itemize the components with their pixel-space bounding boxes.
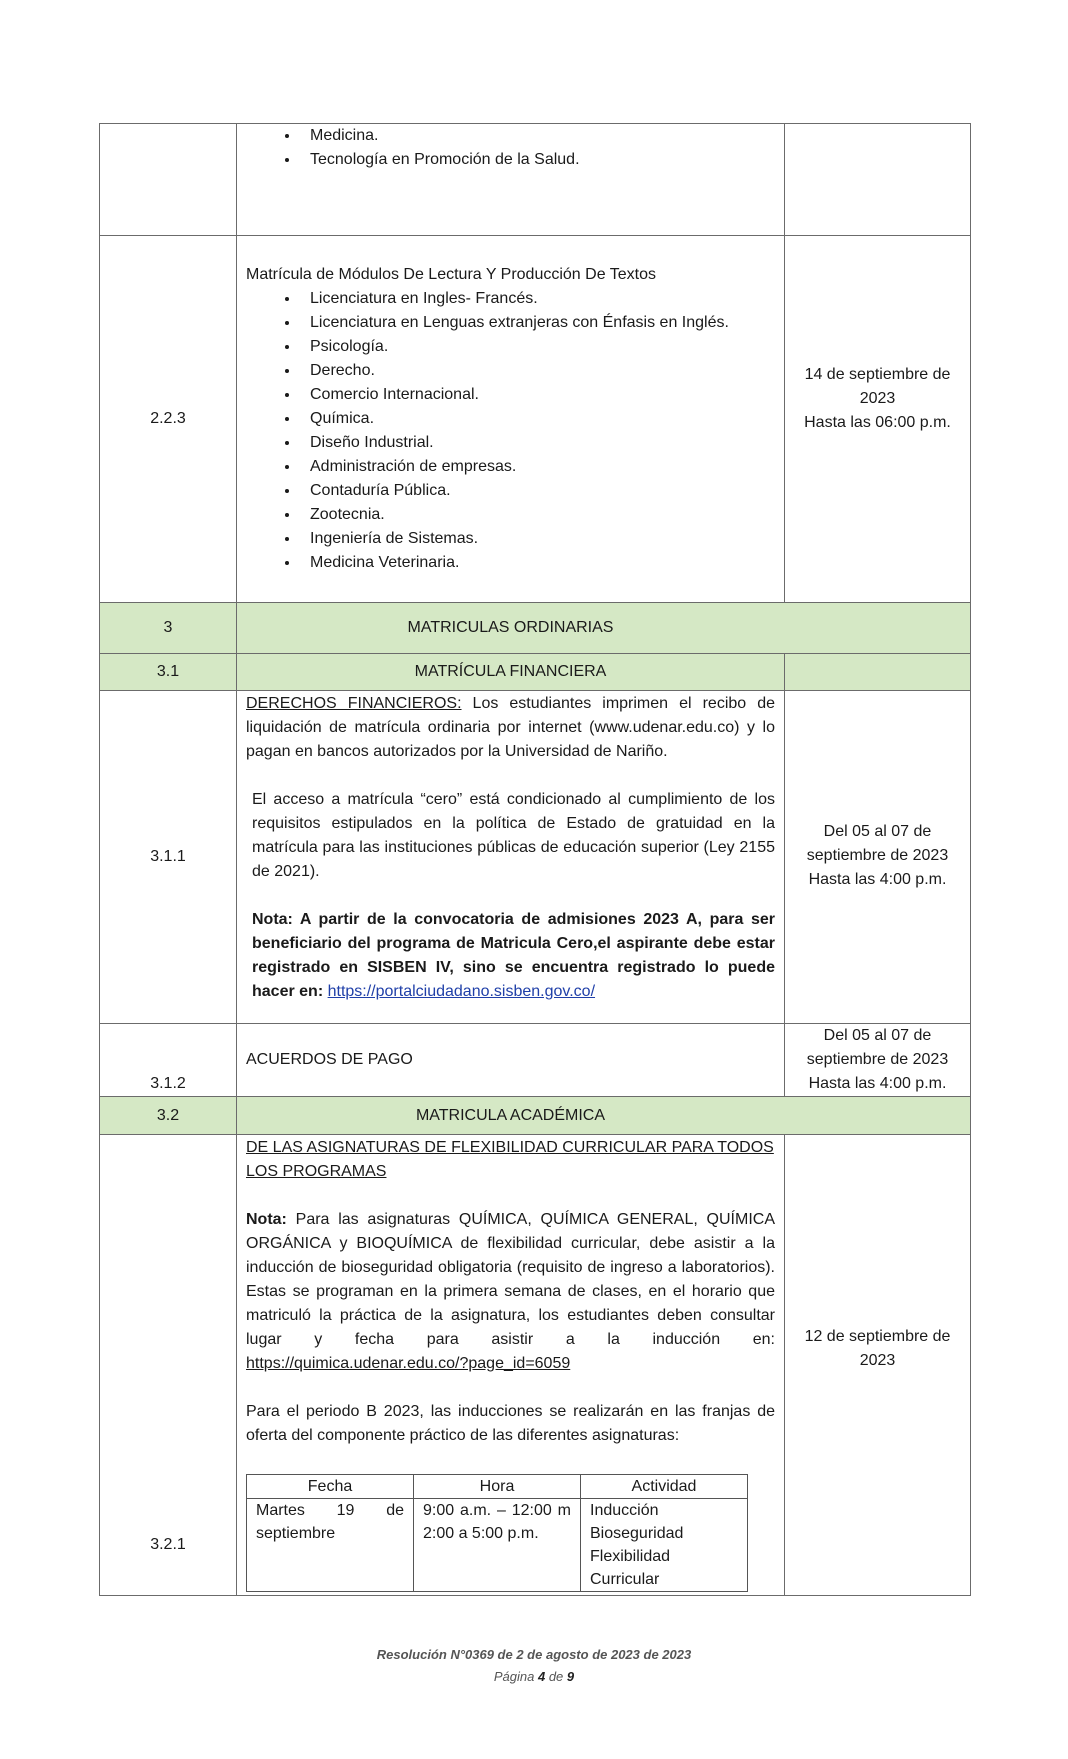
time-line: Hasta las 4:00 p.m.	[808, 1075, 947, 1092]
list-item: • Diseño Industrial.	[300, 431, 784, 455]
column-header-activity: Actividad	[581, 1475, 748, 1499]
induction-schedule-table	[246, 1474, 748, 1592]
item-date-cell	[785, 124, 971, 236]
sisben-link[interactable]: https://portalciudadano.sisben.gov.co/	[327, 983, 596, 1000]
sisben-note-paragraph: Nota: A partir de la convocatoria de admisiones 2023 A, para ser beneficiario del programa de Matricula Cero,el aspirante debe estar registrado en SISBEN IV, sino se encuentra registrado lo puede hacer en: https://portalciudadano.sisben.gov.co/	[252, 911, 775, 1000]
section-row	[100, 603, 971, 654]
list-item: • Química.	[300, 407, 784, 431]
item-description-cell	[237, 691, 785, 1024]
zero-tuition-paragraph: El acceso a matrícula “cero” está condicionado al cumplimiento de los requisitos estipulados en la política de Estado de gratuidad en la matrícula para las instituciones públicas de educación superior (Ley 2155 de 2021).	[252, 791, 775, 880]
chemistry-note-paragraph: Nota: Para las asignaturas QUÍMICA, QUÍMICA GENERAL, QUÍMICA ORGÁNICA y BIOQUÍMICA de flexibilidad curricular, debe asistir a la inducción de bioseguridad obligatoria (requisito de ingreso a laboratorios). Estas se programan en la primera semana de clases, en el horario que matriculó la práctica de la asignatura, los estudiantes deben consultar lugar y fecha para asistir a la inducción en: https://quimica.udenar.edu.co/?page_id=6059	[246, 1211, 775, 1372]
section-title: MATRICULAS ORDINARIAS	[237, 603, 971, 654]
list-item: • Contaduría Pública.	[300, 479, 784, 503]
item-description-cell	[237, 124, 785, 236]
date-line: 14 de septiembre de	[804, 366, 951, 383]
list-item: • Zootecnia.	[300, 503, 784, 527]
section-number: 3.1	[100, 654, 237, 691]
list-item: • Administración de empresas.	[300, 455, 784, 479]
resolution-line: Resolución N°0369 de 2 de agosto de 2023 de 2023	[376, 1647, 692, 1662]
item-number: 3.2.1	[100, 1135, 237, 1596]
list-item: • Ingeniería de Sistemas.	[300, 527, 784, 551]
calendar-table	[99, 123, 971, 1596]
date-line: 2023	[859, 390, 896, 407]
item-description-cell	[237, 236, 785, 603]
item-description-cell	[237, 1135, 785, 1596]
table-row	[100, 1135, 971, 1596]
list-item: • Comercio Internacional.	[300, 383, 784, 407]
section-number: 3.2	[100, 1097, 237, 1135]
section-row	[100, 654, 971, 691]
item-date-cell	[785, 691, 971, 1024]
page-number-line: Página 4 de 9	[493, 1669, 575, 1684]
flexibility-heading: DE LAS ASIGNATURAS DE FLEXIBILIDAD CURRICULAR PARA TODOS LOS PROGRAMAS	[246, 1139, 774, 1180]
list-item: • Licenciatura en Lenguas extranjeras con Énfasis en Inglés.	[300, 311, 784, 335]
period-paragraph: Para el periodo B 2023, las inducciones se realizarán en las franjas de oferta del componente práctico de las diferentes asignaturas:	[246, 1403, 775, 1444]
date-cell: Martes 19 de septiembre	[247, 1499, 414, 1592]
time-line: Hasta las 06:00 p.m.	[804, 414, 951, 431]
column-header-time: Hora	[414, 1475, 581, 1499]
item-date-cell	[785, 1135, 971, 1596]
item-number: 2.2.3	[100, 236, 237, 603]
program-list	[237, 287, 784, 575]
item-date-cell	[785, 1024, 971, 1097]
time-cell: 9:00 a.m. – 12:00 m 2:00 a 5:00 p.m.	[414, 1499, 581, 1592]
program-list	[237, 124, 784, 172]
date-line: septiembre de 2023	[806, 1051, 949, 1068]
table-row	[100, 236, 971, 603]
list-item: • Licenciatura en Ingles- Francés.	[300, 287, 784, 311]
column-header-date: Fecha	[247, 1475, 414, 1499]
item-number: 3.1.2	[100, 1024, 237, 1097]
time-line: Hasta las 4:00 p.m.	[808, 871, 947, 888]
item-number: 3.1.1	[100, 691, 237, 1024]
date-line: Del 05 al 07 de	[823, 823, 932, 840]
section-row	[100, 1097, 971, 1135]
date-line: 12 de septiembre de	[804, 1327, 951, 1345]
list-item: • Medicina Veterinaria.	[300, 551, 784, 575]
item-number-cell	[100, 124, 237, 236]
table-row	[247, 1499, 748, 1592]
activity-cell: Inducción Bioseguridad Flexibilidad Curricular	[581, 1499, 748, 1592]
item-description: ACUERDOS DE PAGO	[237, 1024, 785, 1097]
section-date-cell	[785, 654, 971, 691]
list-item: • Medicina.	[300, 124, 784, 148]
page-footer	[0, 1644, 1068, 1688]
date-line: septiembre de 2023	[806, 847, 949, 864]
section-title: MATRÍCULA FINANCIERA	[237, 654, 785, 691]
date-line: Del 05 al 07 de	[823, 1027, 932, 1044]
table-row	[100, 1024, 971, 1097]
section-number: 3	[100, 603, 237, 654]
list-item: • Derecho.	[300, 359, 784, 383]
table-row	[100, 124, 971, 236]
section-title: MATRICULA ACADÉMICA	[237, 1097, 971, 1135]
item-title: Matrícula de Módulos De Lectura Y Producción De Textos	[246, 266, 656, 283]
table-header-row	[247, 1475, 748, 1499]
table-row	[100, 691, 971, 1024]
list-item: • Tecnología en Promoción de la Salud.	[300, 148, 784, 172]
date-line: 2023	[859, 1351, 896, 1369]
list-item: • Psicología.	[300, 335, 784, 359]
item-date-cell	[785, 236, 971, 603]
financial-rights-paragraph: DERECHOS FINANCIEROS: Los estudiantes imprimen el recibo de liquidación de matrícula ordinaria por internet (www.udenar.edu.co) y lo pagan en bancos autorizados por la Universidad de Nariño.	[246, 695, 775, 760]
chemistry-link[interactable]: https://quimica.udenar.edu.co/?page_id=6059	[246, 1355, 571, 1372]
